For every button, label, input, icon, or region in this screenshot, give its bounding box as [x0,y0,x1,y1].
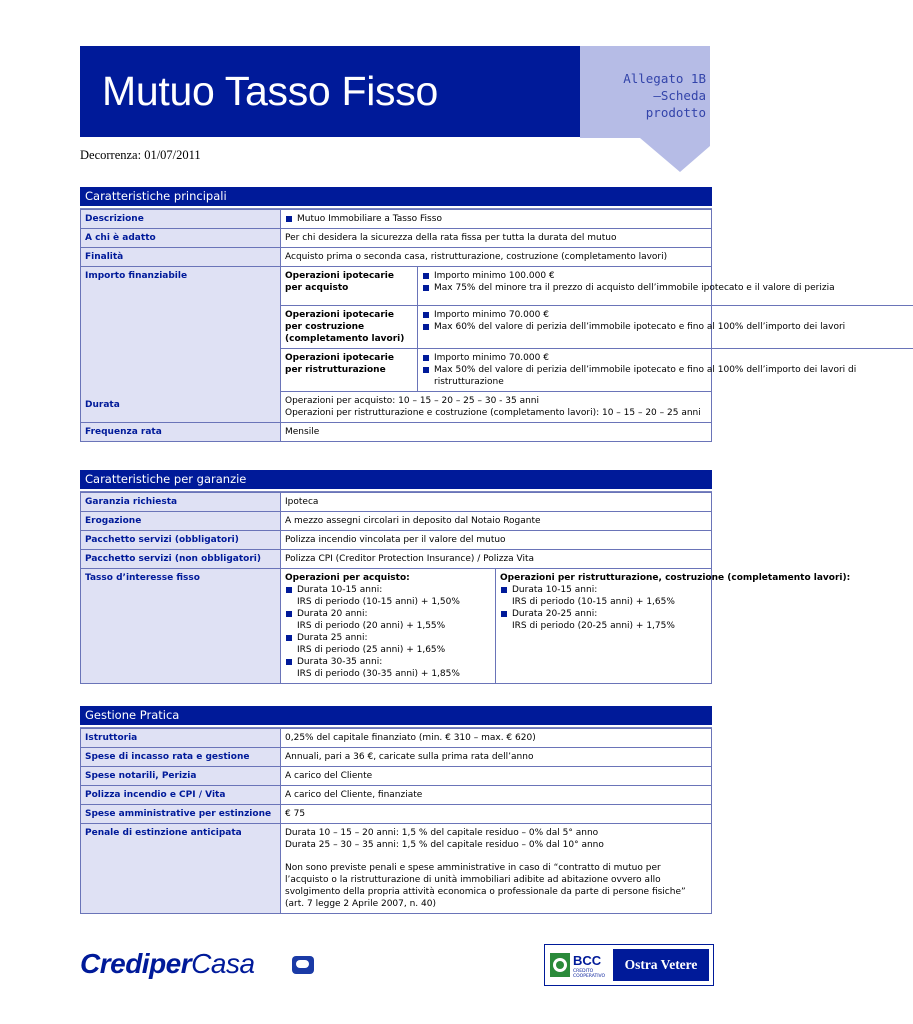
chat-bubble-icon [292,956,314,974]
row-label: Spese amministrative per estinzione [81,805,281,824]
bcc-text: BCC [573,953,602,968]
table-gestione [80,728,712,914]
row-label [81,267,281,423]
table-row [81,805,712,824]
row-value: 0,25% del capitale finanziato (min. € 310 – max. € 620) [281,729,712,748]
table-row [81,248,712,267]
row-label: Spese notarili, Perizia [81,767,281,786]
table-row [81,748,712,767]
ostra-vetere-text: Ostra Vetere [613,949,709,981]
table-row [81,569,712,684]
irs-text: IRS di periodo (10-15 anni) + 1,50% [297,597,460,607]
durata-text: Durata 20-25 anni: [512,609,598,619]
descrizione-text: Mutuo Immobiliare a Tasso Fisso [297,214,442,224]
row-value: Per chi desidera la sicurezza della rata fissa per tutta la durata del mutuo [281,229,712,248]
table-row [81,267,712,392]
row-value [281,210,712,229]
bullet-text: Max 75% del minore tra il prezzo di acquisto dell’immobile ipotecato e il valore di perizia [434,283,835,293]
durata-value [281,392,712,423]
table-row [81,550,712,569]
penale-line: Durata 10 – 15 – 20 anni: 1,5 % del capitale residuo – 0% dal 5° anno [285,828,599,838]
row-label: Descrizione [81,210,281,229]
bcc-emblem-icon [550,953,570,977]
importo-label: Importo finanziabile [85,271,188,281]
op-detail [418,349,913,392]
bcc-subtext: CREDITO COOPERATIVO [573,969,606,979]
table-row [81,767,712,786]
section-title: Gestione Pratica [80,706,712,725]
section-caratteristiche-principali [80,187,857,442]
decorrenza-date: Decorrenza: 01/07/2011 [80,148,201,162]
page-title: Mutuo Tasso Fisso [102,68,438,114]
tasso-left-title: Operazioni per acquisto: [285,573,410,583]
table-row [81,512,712,531]
importo-cell [281,267,857,392]
row-label: Finalità [81,248,281,267]
bullet-icon [423,273,429,279]
row-value: A mezzo assegni circolari in deposito dal Notaio Rogante [281,512,712,531]
row-value: A carico del Cliente, finanziate [281,786,712,805]
tasso-cell [281,569,851,684]
bullet-icon [501,587,507,593]
row-label: Tasso d’interesse fisso [81,569,281,684]
row-value [281,824,712,914]
irs-text: IRS di periodo (10-15 anni) + 1,65% [512,597,675,607]
bullet-icon [286,611,292,617]
row-value: Polizza incendio vincolata per il valore del mutuo [281,531,712,550]
op-label: Operazioni ipotecarie per acquisto [281,267,418,306]
row-label: Pacchetto servizi (obbligatori) [81,531,281,550]
section-caratteristiche-garanzie [80,470,851,684]
row-label: Pacchetto servizi (non obbligatori) [81,550,281,569]
logo-text-casa: Casa [191,948,255,979]
importo-row [281,267,913,306]
bullet-icon [286,587,292,593]
importo-row [281,306,913,349]
row-label: Frequenza rata [81,423,281,442]
bullet-text: Max 50% del valore di perizia dell’immobile ipotecato e fino al 100% dell’importo dei lavori di ristrutturazione [434,365,857,387]
bullet-icon [423,312,429,318]
durata-text: Durata 10-15 anni: [297,585,383,595]
section-title: Caratteristiche principali [80,187,712,206]
bullet-icon [286,635,292,641]
table-row [81,423,712,442]
bullet-icon [501,611,507,617]
bullet-text: Importo minimo 70.000 € [434,310,549,320]
table-row [81,786,712,805]
crediper-casa-logo [80,948,255,980]
bullet-icon [423,285,429,291]
irs-text: IRS di periodo (30-35 anni) + 1,85% [297,669,460,679]
importo-row [281,349,913,392]
durata-text: Durata 20 anni: [297,609,368,619]
row-value: Annuali, pari a 36 €, caricate sulla prima rata dell’anno [281,748,712,767]
row-label: Spese di incasso rata e gestione [81,748,281,767]
bcc-logo [549,949,611,981]
bullet-icon [423,355,429,361]
op-detail [418,306,913,349]
row-label: Polizza incendio e CPI / Vita [81,786,281,805]
op-label: Operazioni ipotecarie per ristrutturazione [281,349,418,392]
importo-subtable [281,267,913,391]
durata-line: Operazioni per ristrutturazione e costruzione (completamento lavori): 10 – 15 – 20 – 25 anni [285,408,701,418]
durata-text: Durata 25 anni: [297,633,368,643]
row-value: Mensile [281,423,712,442]
section-title: Caratteristiche per garanzie [80,470,712,489]
op-label: Operazioni ipotecarie per costruzione (completamento lavori) [281,306,418,349]
tasso-subtable [281,569,913,683]
bullet-text: Max 60% del valore di perizia dell’immobile ipotecato e fino al 100% dell’importo dei lavori [434,322,846,332]
durata-line: Operazioni per acquisto: 10 – 15 – 20 – 25 – 30 - 35 anni [285,396,540,406]
section-gestione-pratica [80,706,712,914]
tasso-ristrutturazione [496,569,913,683]
irs-text: IRS di periodo (20-25 anni) + 1,75% [512,621,675,631]
durata-label: Durata [85,400,120,410]
durata-text: Durata 10-15 anni: [512,585,598,595]
op-detail [418,267,913,306]
bullet-text: Importo minimo 70.000 € [434,353,549,363]
bullet-icon [423,367,429,373]
row-value: A carico del Cliente [281,767,712,786]
bullet-icon [286,659,292,665]
row-value: Acquisto prima o seconda casa, ristrutturazione, costruzione (completamento lavori) [281,248,712,267]
bullet-icon [286,216,292,222]
tasso-acquisto [281,569,496,683]
irs-text: IRS di periodo (20 anni) + 1,55% [297,621,446,631]
irs-text: IRS di periodo (25 anni) + 1,65% [297,645,446,655]
penale-note: Non sono previste penali e spese amministrative in caso di “contratto di mutuo per l’acquisto o la ristrutturazione di unità immobiliari adibite ad abitazione ovvero allo svolgimento della propria attività economica o professionale da parte di persone fisiche” (art. 7 legge 2 Aprile 2007, n. 40) [285,863,686,909]
row-label: Penale di estinzione anticipata [81,824,281,914]
table-principali [80,209,857,442]
row-label: A chi è adatto [81,229,281,248]
table-garanzie [80,492,851,684]
tasso-right-title: Operazioni per ristrutturazione, costruzione (completamento lavori): [500,573,851,583]
bullet-text: Importo minimo 100.000 € [434,271,555,281]
table-row [81,531,712,550]
allegato-label: Allegato 1B –Scheda prodotto [623,71,706,120]
bcc-ostra-vetere-logo [544,944,714,986]
table-row [81,729,712,748]
penale-line: Durata 25 – 30 – 35 anni: 1,5 % del capitale residuo – 0% dal 10° anno [285,840,604,850]
table-row [81,210,712,229]
table-row [81,229,712,248]
durata-text: Durata 30-35 anni: [297,657,383,667]
logo-text-crediper: Crediper [80,948,192,979]
table-row [81,824,712,914]
row-label: Istruttoria [81,729,281,748]
row-value: Ipoteca [281,493,712,512]
row-label: Garanzia richiesta [81,493,281,512]
row-value: Polizza CPI (Creditor Protection Insurance) / Polizza Vita [281,550,712,569]
row-value: € 75 [281,805,712,824]
table-row [81,493,712,512]
row-label: Erogazione [81,512,281,531]
bullet-icon [423,324,429,330]
